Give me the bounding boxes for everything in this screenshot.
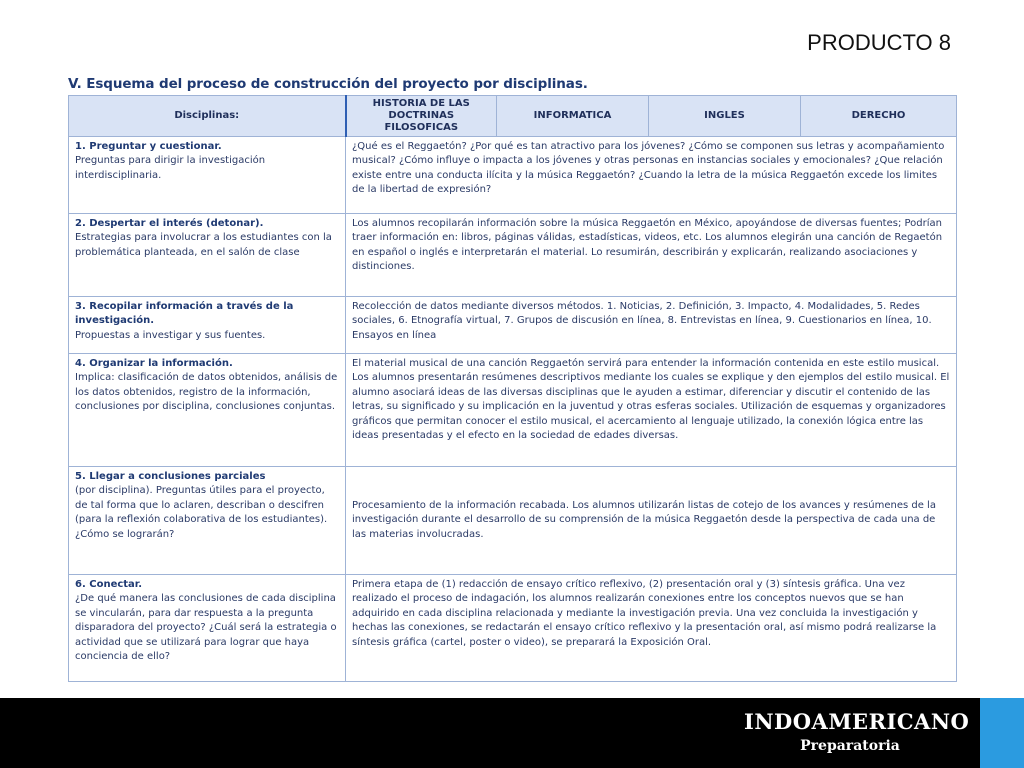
table-row bbox=[69, 575, 957, 682]
row-content: Recolección de datos mediante diversos métodos. 1. Noticias, 2. Definición, 3. Impacto, 4. Modalidades, 5. Redes sociales, 6. Etnografía virtual, 7. Grupos de discusión en línea, 8. Entrevistas en línea, 9. Cuestionarios en línea, 10. Ensayos en línea bbox=[346, 297, 957, 354]
row-content: Procesamiento de la información recabada. Los alumnos utilizarán listas de cotejo de los avances y resúmenes de la investigación durante el desarrollo de su comprensión de la música Reggaetón desde la perspectiva de cada una de las materias involucradas. bbox=[346, 467, 957, 575]
row-description: ¿De qué manera las conclusiones de cada disciplina se vincularán, para dar respuesta a la pregunta disparadora del proyecto? ¿Cuál será la estrategia o actividad que se utilizará para lograr que haya conciencia de ello? bbox=[75, 593, 337, 663]
row-description: Estrategias para involucrar a los estudiantes con la problemática planteada, en el salón de clase bbox=[75, 232, 332, 258]
header-disciplinas: Disciplinas: bbox=[69, 96, 346, 137]
row-label-cell bbox=[69, 575, 346, 682]
row-label-cell bbox=[69, 354, 346, 467]
row-title: 2. Despertar el interés (detonar). bbox=[75, 218, 264, 229]
table-row bbox=[69, 137, 957, 214]
section-heading: V. Esquema del proceso de construcción del proyecto por disciplinas. bbox=[68, 76, 588, 92]
row-title: 5. Llegar a conclusiones parciales bbox=[75, 471, 266, 482]
row-label-cell bbox=[69, 297, 346, 354]
row-label-cell bbox=[69, 467, 346, 575]
header-informatica: INFORMATICA bbox=[497, 96, 649, 137]
indoamericano-logo bbox=[744, 709, 970, 755]
table-row bbox=[69, 214, 957, 297]
row-title: 3. Recopilar información a través de la investigación. bbox=[75, 301, 294, 327]
row-content: Primera etapa de (1) redacción de ensayo crítico reflexivo, (2) presentación oral y (3) síntesis gráfica. Una vez realizado el proceso de indagación, los alumnos realizarán conexiones entre los conceptos nuevos que se han adquirido en cada disciplina relacionada y mediante la investigación previa. Una vez concluida la investigación y hechas las conexiones, se redactarán el ensayo crítico reflexivo y la presentación oral, así mismo podrá realizarse la síntesis gráfica (cartel, poster o video), se preparará la Exposición Oral. bbox=[346, 575, 957, 682]
table-row bbox=[69, 467, 957, 575]
row-content: El material musical de una canción Reggaetón servirá para entender la información contenida en este estilo musical. Los alumnos presentarán resúmenes descriptivos mediante los cuales se explique y den ejemplos del estilo musical. El alumno asociará ideas de las diversas disciplinas que le ayuden a estimar, diferenciar y discutir el contenido de las letras, su significado y su implicación en la juventud y otras esferas sociales. Utilización de esquemas y organizadores gráficos que permitan conocer el estilo musical, el acercamiento al lenguaje utilizado, la conexión lógica entre las ideas presentadas y el efecto en la sociedad de edades diversas. bbox=[346, 354, 957, 467]
logo-main-text: INDOAMERICANO bbox=[744, 709, 970, 734]
table-header-row bbox=[69, 96, 957, 137]
header-historia: HISTORIA DE LAS DOCTRINAS FILOSOFICAS bbox=[346, 96, 497, 137]
row-content: ¿Qué es el Reggaetón? ¿Por qué es tan atractivo para los jóvenes? ¿Cómo se componen sus letras y acompañamiento musical? ¿Cómo influye o impacta a los jóvenes y otras personas en instancias sociales y emocionales? ¿Que relación existe entre una conducta ilícita y la música Reggaetón? ¿Cuando la letra de la música Reggaetón excede los limites de la libertad de expresión? bbox=[346, 137, 957, 214]
row-description: Propuestas a investigar y sus fuentes. bbox=[75, 329, 266, 341]
table-row bbox=[69, 297, 957, 354]
row-label-cell bbox=[69, 137, 346, 214]
table-row bbox=[69, 354, 957, 467]
row-label-cell bbox=[69, 214, 346, 297]
footer-accent-bar bbox=[980, 698, 1024, 768]
row-description: Preguntas para dirigir la investigación interdisciplinaria. bbox=[75, 155, 266, 181]
row-title: 4. Organizar la información. bbox=[75, 358, 233, 369]
row-description: (por disciplina). Preguntas útiles para el proyecto, de tal forma que lo aclaren, describan o descifren (para la reflexión colaborativa de los estudiantes). ¿Cómo se lograrán? bbox=[75, 485, 328, 540]
row-title: 6. Conectar. bbox=[75, 579, 143, 590]
logo-sub-text: Preparatoria bbox=[800, 738, 900, 754]
process-scheme-table bbox=[68, 95, 957, 682]
row-description: Implica: clasificación de datos obtenidos, análisis de los datos obtenidos, registro de la información, conclusiones por disciplina, conclusiones conjuntas. bbox=[75, 372, 338, 413]
row-title: 1. Preguntar y cuestionar. bbox=[75, 141, 222, 152]
header-derecho: DERECHO bbox=[801, 96, 957, 137]
row-content: Los alumnos recopilarán información sobre la música Reggaetón en México, apoyándose de diversas fuentes; Podrían traer información en: libros, páginas válidas, estadísticas, videos, etc. Los alumnos elegirán una canción de Regaetón en español o inglés e interpretarán el material. Lo resumirán, describirán y explicarán, realizando asociaciones y distinciones. bbox=[346, 214, 957, 297]
header-ingles: INGLES bbox=[649, 96, 801, 137]
slide-title: PRODUCTO 8 bbox=[807, 30, 951, 55]
